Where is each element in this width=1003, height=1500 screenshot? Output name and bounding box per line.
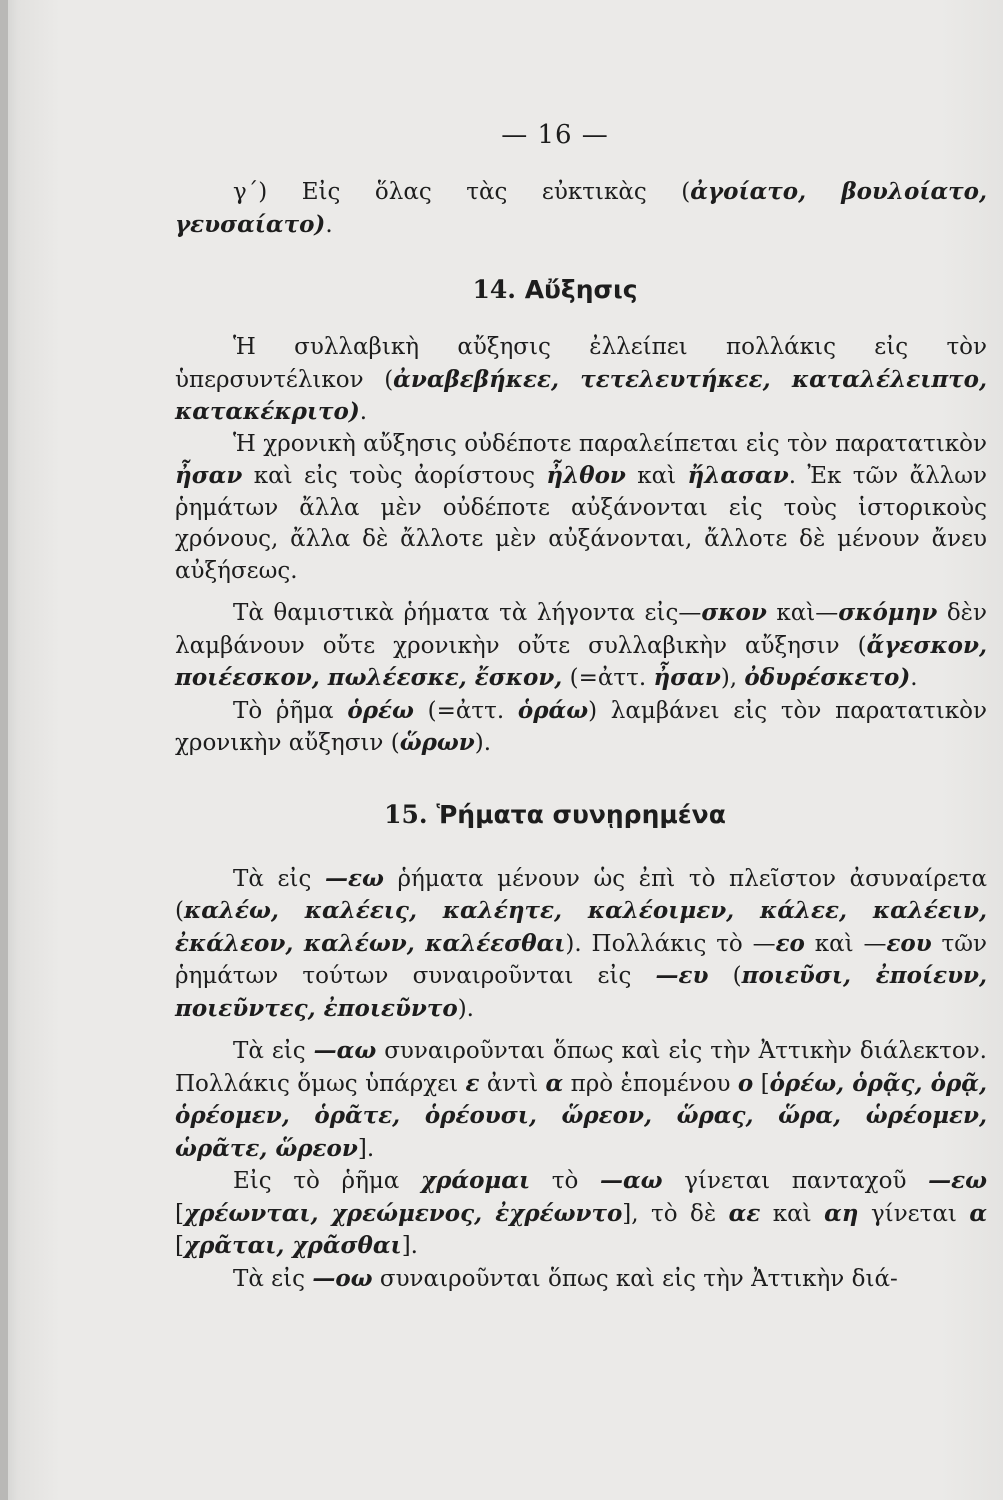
text-run: (=ἀττ. [413,697,518,724]
example-forms: ο [737,1069,754,1097]
text-run: ). [457,995,474,1022]
paragraph [175,597,987,695]
paragraph [175,1035,987,1165]
paragraph [175,1263,987,1296]
text-run: ). Πολλάκις τὸ — [565,930,776,957]
section-number: 15. [384,799,428,829]
section-heading [175,800,935,829]
text-run: πρὸ ἑπομένου [563,1070,738,1097]
example-forms: ἄγεσκον, ποιέεσκον, πωλέεσκε, ἔσκον, [175,631,987,691]
example-forms: ὁράω [517,696,589,724]
text-run: ], τὸ δὲ [622,1200,729,1227]
text-run: ἀντὶ [479,1070,546,1097]
text-run: καὶ [760,1200,825,1227]
page-binding-edge [0,0,8,1500]
text-run: Τὸ ῥῆμα [233,697,348,724]
page-number: — 16 — [501,120,609,150]
example-forms: χρᾶται, χρᾶσθαι [183,1232,402,1259]
text-run: τῶν ῥημάτων τούτων συναιροῦνται εἰς [175,930,988,989]
example-forms: αη [824,1199,859,1227]
text-run: [ [753,1070,770,1097]
text-run: Ἡ χρονικὴ αὔξησις οὐδέποτε παραλείπεται εἰς τὸν παρατατικὸν [233,430,987,457]
example-forms: ὀδυρέσκετο) [744,664,911,691]
example-forms: ὥρων [399,729,475,756]
paragraph [175,176,987,241]
text-run: συναιροῦνται ὅπως καὶ εἰς τὴν Ἀττικὴν διάλεκτον. Πολλάκις ὅμως ὑπάρχει [175,1038,987,1097]
text-run: συναιροῦνται ὅπως καὶ εἰς τὴν Ἀττικὴν διά- [372,1265,898,1292]
example-forms: —εω [324,864,384,892]
example-forms: ἤλασαν [687,462,789,489]
example-forms: σκόμην [838,599,938,626]
text-run: γίνεται [858,1200,970,1227]
example-forms: ἦλθον [546,462,626,489]
text-run: Εἰς τὸ ῥῆμα [233,1168,421,1194]
text-run: . [325,211,333,238]
paragraph [175,695,987,760]
text-run: ῥήματα μένουν ὡς ἐπὶ τὸ πλεῖστον ἀσυναίρετα ( [175,865,988,924]
section-number: 14. [472,275,516,304]
example-forms: χράομαι [420,1167,531,1194]
text-run: καὶ — [804,930,887,957]
paragraph [175,863,987,1026]
example-forms: α [969,1199,988,1227]
example-forms: ποιεῦσι, ἐποίευν, ποιεῦντες, ἐποιεῦντο [175,962,987,1022]
text-run: [ [175,1200,184,1227]
paragraph [175,332,987,429]
paragraph [175,1165,987,1263]
text-run: (=ἀττ. [562,665,654,691]
example-forms: σκον [701,599,767,626]
text-run: καὶ [625,463,688,489]
text-run: Ἡ συλλαβικὴ αὔξησις ἐλλείπει πολλάκις εἰς τὸν ὑπερσυντέλικον ( [175,334,987,393]
section-title: Αὔξησις [524,275,638,304]
example-forms: —οω [312,1264,373,1292]
section-gamma [175,176,987,241]
text-run: [ [175,1233,184,1259]
text-run: . [359,399,368,425]
page-content [175,120,987,1295]
text-run: γίνεται πανταχοῦ [662,1168,929,1194]
section-title: Ῥήματα συνῃρημένα [436,799,726,829]
text-run: . [910,665,918,691]
example-forms: ἀναβεβήκεε, τετελευτήκεε, καταλέλειπτο, κατακέκριτο) [175,365,987,425]
example-forms: —εω [928,1167,987,1194]
text-run: Τὰ εἰς [233,1038,314,1064]
example-forms: εου [886,929,932,957]
paragraph [175,429,987,588]
text-run: Τὰ εἰς [233,865,325,892]
text-run: ( [708,963,742,989]
example-forms: χρέωνται, χρεώμενος, ἐχρέωντο [183,1199,623,1227]
example-forms: αε [728,1199,761,1227]
example-forms: ὁρέω, ὁρᾷς, ὁρᾷ, ὁρέομεν, ὁρᾶτε, ὁρέουσι, ὥρεον, ὥρας, ὥρα, ὡρέομεν, ὡρᾶτε, ὥρεον [175,1069,987,1162]
example-forms: —ευ [655,962,709,989]
section-heading [175,275,935,304]
example-forms: α [545,1069,564,1097]
section-14 [175,275,987,760]
example-forms: —αω [599,1167,663,1194]
example-forms: καλέω, καλέεις, καλέητε, καλέοιμεν, κάλεε, καλέειν, ἐκάλεον, καλέων, καλέεσθαι [175,897,987,957]
text-run: καὶ εἰς τοὺς ἀορίστους [242,463,547,489]
text-run: ]. [401,1233,418,1259]
text-run: ) λαμβάνει εἰς τὸν παρατατικὸν χρονικὴν αὔξησιν ( [175,697,987,756]
text-run: . Ἐκ τῶν ἄλλων ῥημάτων ἄλλα μὲν οὐδέποτε αὐξάνονται εἰς τοὺς ἱστορικοὺς χρόνους, ἄλλα δὲ ἄλλοτε μὲν αὐξάνονται, ἄλλοτε δὲ μένουν ἄνευ αὐξήσεως. [175,463,987,584]
text-run: τὸ [530,1168,600,1194]
section-15 [175,800,987,1296]
text-run: Τὰ εἰς [233,1265,313,1292]
text-run: ). [474,730,492,756]
example-forms: ὁρέω [347,696,414,724]
example-forms: ἀγοίατο, βουλοίατο, γευσαίατο) [175,178,987,238]
text-run: Τὰ θαμιστικὰ ῥήματα τὰ λήγοντα εἰς— [233,600,702,626]
example-forms: ε [465,1069,480,1097]
example-forms: ἦσαν [653,664,721,691]
text-run: καὶ— [766,600,839,626]
text-run: δὲν λαμβάνουν οὔτε χρονικὴν οὔτε συλλαβικὴν αὔξησιν ( [175,600,987,659]
example-forms: —αω [313,1037,377,1064]
example-forms: ἦσαν [175,462,243,489]
example-forms: εο [775,929,805,957]
text-run: ]. [357,1135,375,1162]
text-run: ), [720,665,745,691]
text-run: γ΄) Εἰς ὅλας τὰς εὐκτικὰς ( [233,179,691,205]
